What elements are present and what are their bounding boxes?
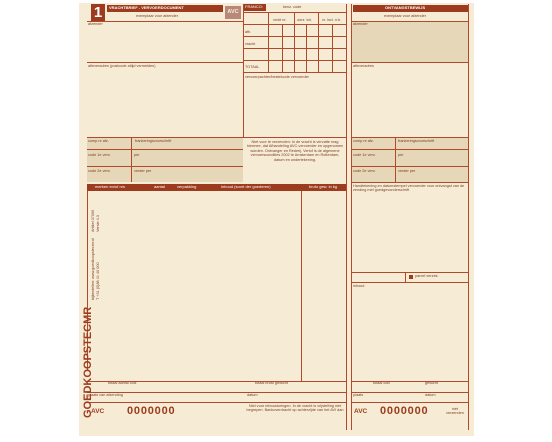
rule — [352, 402, 468, 403]
fee-row-afh: afh. — [245, 30, 252, 34]
fee-row-vracht: vracht — [245, 42, 256, 46]
franco-label: FRANCO: — [245, 4, 263, 9]
code-2e-label: code 2e verv. — [88, 169, 111, 173]
receipt-totaal-colli: totaal colli — [373, 381, 390, 385]
avc-label-left: AVC — [91, 408, 105, 415]
goods-col-aantal: aantal — [154, 184, 165, 189]
receipt-frankering-shade — [352, 138, 468, 182]
rule — [306, 24, 307, 72]
fee-col-1: vrcht nr. — [273, 18, 287, 22]
franco-bar — [244, 4, 266, 11]
rule — [87, 21, 243, 22]
receipt-afzender: afzender — [353, 22, 368, 26]
receipt-parcel: parcel verzek. — [415, 274, 439, 278]
per-label: per — [134, 153, 140, 157]
rule — [351, 4, 352, 430]
parcel-checkbox[interactable] — [409, 275, 413, 279]
receipt-code-1e: code 1e verv. — [353, 153, 376, 157]
avc-badge: AVC — [225, 6, 241, 19]
goods-col-gewicht: bruto gew. in kg — [309, 184, 338, 189]
rule — [244, 60, 346, 61]
fee-code-label: kenz. code — [283, 5, 302, 9]
avc-label-right: AVC — [354, 408, 368, 415]
rule — [318, 12, 319, 72]
rule — [87, 149, 243, 150]
receipt-inhoud: inhoud — [353, 284, 365, 288]
rule — [352, 381, 468, 382]
footer-note: Niet voor rebousturingen. In de vracht is vrijstelling niet begrepen. Bankoverdracht op achterzijde van het AVI dan — [246, 404, 344, 413]
rule — [352, 392, 468, 393]
rule — [244, 72, 346, 73]
rule — [294, 12, 295, 72]
side-url: bijbestellen: www.goedkoopstecmr.nl — [91, 237, 95, 300]
form-subtitle: exemplaar voor afzender — [136, 14, 178, 18]
rule — [352, 282, 468, 283]
frankering-shade — [87, 138, 243, 182]
rule — [468, 4, 469, 430]
rule — [352, 166, 468, 167]
conditions-text: Niet voor te verzenden: In de vracht is vervatte mag hiermee, dat Afhandeling AVC-vervoerder en opgenomen worden. Ontvanger en Rederij. Verlof is de algemene vervoerscondities 2002 te Amsterdam en Rotterdam, datum en ondertekening. — [246, 140, 344, 162]
rule — [131, 138, 132, 182]
afzender-label: afzender — [88, 22, 103, 26]
avc-number-left: 0000000 — [127, 405, 176, 417]
rule — [268, 12, 269, 72]
goods-col-merken: merken en/of nrs — [95, 184, 126, 189]
totaal-colli-label: totaal aantal colli — [108, 381, 137, 385]
receipt-per: per — [398, 153, 404, 157]
fee-col-3: vr. incl. n.b. — [322, 18, 342, 22]
rule — [87, 402, 346, 403]
rule — [346, 4, 347, 430]
rule — [244, 24, 346, 25]
goods-col-inhoud: inhoud (soort der goederen) — [221, 184, 271, 189]
rule — [352, 272, 468, 273]
frankering-label: frankeringsvoorschrift — [135, 139, 172, 143]
rule — [352, 62, 468, 63]
code-1e-label: code 1e verv. — [88, 153, 111, 157]
receipt-datum: datum — [425, 393, 436, 397]
rule — [352, 149, 468, 150]
receipt-verder-per: verder per — [398, 169, 416, 173]
side-code2: Versie 4.3 — [96, 215, 100, 232]
side-phone: T +31 (0)88 41 40 000 — [96, 262, 100, 300]
receipt-title-bar — [353, 5, 469, 12]
receipt-frankering: frankeringsvoorschrift — [398, 139, 435, 143]
verder-per-label: verder per — [134, 169, 152, 173]
rule — [87, 166, 243, 167]
receipt-code-2e: code 2e verv. — [353, 169, 376, 173]
rule — [332, 24, 333, 72]
rule — [282, 24, 283, 72]
fee-row-totaal: TOTAAL — [245, 65, 260, 69]
rule — [244, 48, 346, 49]
avc-number-right: 0000000 — [380, 405, 429, 417]
plaats-label: plaats van afzending — [88, 393, 123, 397]
form-title: VRACHTBRIEF - VERVOERDOCUMENT — [109, 5, 184, 10]
rule — [244, 36, 346, 37]
receipt-plaats: plaats — [353, 393, 364, 397]
avc-note-right: niet verzenden — [446, 407, 464, 416]
rule — [405, 272, 406, 282]
receipt-comp-nr: comp.nr afz. — [353, 139, 374, 143]
receipt-afzender-shade — [352, 22, 468, 62]
side-code1: Artikel 37000 — [91, 209, 95, 232]
receipt-handtekening: Handtekening en datumstempel vervoerder voor ontvangst van de zending met goedgevonderschrift — [353, 184, 465, 193]
receipt-afleveradres: afleveradres — [353, 64, 374, 68]
vervoerder-label: vervoerpachter/bestelcode vervoerder — [245, 75, 309, 79]
rule — [87, 62, 243, 63]
afleveradres-label: afleveradres (postcode altijd vermelden) — [88, 64, 156, 68]
goods-header-bar — [87, 184, 346, 191]
receipt-gewicht: gewicht — [425, 381, 438, 385]
rule — [352, 182, 468, 183]
receipt-subtitle: exemplaar voor afzender — [384, 14, 426, 18]
rule — [301, 191, 302, 381]
fee-col-2: oorz. tot. — [297, 18, 312, 22]
rule — [87, 392, 346, 393]
comp-nr-label: comp.nr afz. — [88, 139, 109, 143]
datum-label: datum — [247, 393, 258, 397]
brand-text: GOEDKOOPSTECMR — [82, 306, 94, 418]
rule — [244, 12, 346, 13]
title-bar — [107, 5, 223, 12]
form-number: 1 — [91, 4, 105, 21]
rule — [395, 138, 396, 182]
totaal-gewicht-label: totaal bruto gewicht — [255, 381, 288, 385]
receipt-title: ONTVANGSTBEWIJS — [385, 5, 426, 10]
goods-col-verpakking: verpakking — [177, 184, 197, 189]
